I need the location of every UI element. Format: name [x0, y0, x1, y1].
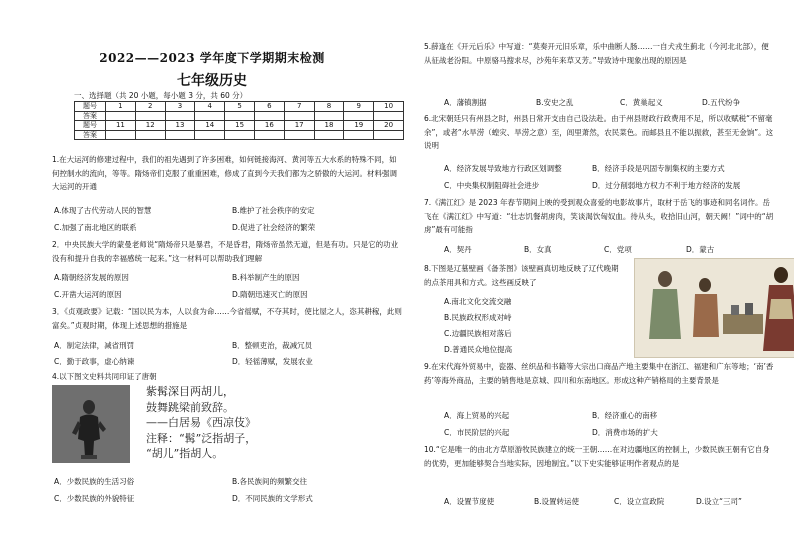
q3-option-c[interactable]: C．勤于政事，虚心纳谏	[54, 357, 135, 366]
answer-cell[interactable]	[254, 130, 284, 140]
q6-option-a[interactable]: A．经济发展导致地方行政区划调整	[444, 164, 562, 173]
q9-option-a[interactable]: A．海上贸易的兴起	[444, 411, 510, 420]
question-10: 10.“它是唯一的由北方草原游牧民族建立的统一王朝……在对边疆地区的控制上，少数民族王朝有它自身的优势，更加能够契合当地实际，因地制宜。”以下史实能够证明作者观点的是	[424, 445, 770, 468]
grid-cell: 1	[106, 102, 136, 112]
grid-cell: 16	[254, 121, 284, 131]
subject-title: 七年级历史	[177, 73, 247, 89]
poem-line: ——白居易《西凉伎》	[146, 416, 256, 429]
answer-cell[interactable]	[195, 111, 225, 121]
q5-option-d[interactable]: D.五代纷争	[702, 98, 741, 107]
table-row	[75, 121, 404, 131]
q2-option-d[interactable]: D.隋朝迅速灭亡的原因	[232, 290, 308, 299]
q5-option-a[interactable]: A．藩镇割据	[444, 98, 487, 107]
answer-cell[interactable]	[374, 130, 404, 140]
section-heading: 一、选择题（共 20 小题，每小题 3 分，共 60 分）	[74, 91, 248, 100]
question-5: 5.薛逢在《开元后乐》中写道：“莫奏开元旧乐章，乐中曲断人肠……一自犬戎生蓟北（今河北北部），便从征战老汾阳。中原骆马搜求尽，沙苑年来草又芳。”导致诗中现象出现的原因是	[424, 42, 769, 65]
answer-cell[interactable]	[195, 130, 225, 140]
question-3: 3．《贞观政要》记载：“国以民为本，人以食为命……今省徭赋，不夺其时，使比屋之人，恣其耕稼，此则富矣。”贞观时期，体现上述思想的措施是	[52, 307, 402, 330]
exam-title: 2022——2023 学年度下学期期末检测	[99, 51, 325, 65]
q8-option-c[interactable]: C.边疆民族相对落后	[444, 329, 512, 338]
table-row	[75, 111, 404, 121]
grid-cell: 20	[374, 121, 404, 131]
q6-option-d[interactable]: D．过分削弱地方权力不利于地方经济的发展	[592, 181, 741, 190]
q5-option-b[interactable]: B.安史之乱	[536, 98, 574, 107]
q4-option-a[interactable]: A．少数民族的生活习俗	[54, 477, 135, 486]
q6-option-b[interactable]: B．经济手段是巩固专制集权的主要方式	[592, 164, 725, 173]
answer-cell[interactable]	[284, 111, 314, 121]
q9-option-c[interactable]: C．市民阶层的兴起	[444, 428, 510, 437]
answer-cell[interactable]	[165, 130, 195, 140]
answer-cell[interactable]	[284, 130, 314, 140]
q2-option-b[interactable]: B.科举制产生的原因	[232, 273, 300, 282]
table-row	[75, 102, 404, 112]
q8-option-a[interactable]: A.南北文化交流交融	[444, 297, 512, 306]
answer-cell[interactable]	[165, 111, 195, 121]
question-7: 7.《满江红》是 2023 年春节期间上映的受到观众喜爱的电影故事片，取材于岳飞的事迹和同名词作。岳飞在《满江红》中写道：“壮志饥餐胡虏肉，笑谈渴饮匈奴血。待从头，收拾旧山河，朝天阙！”词中的“胡虏”最有可能指	[424, 198, 774, 235]
q7-option-b[interactable]: B．女真	[524, 245, 552, 254]
answer-cell[interactable]	[344, 111, 374, 121]
q1-option-d[interactable]: D.促进了社会经济的繁荣	[232, 223, 316, 232]
liao-tea-mural	[634, 258, 794, 358]
answer-grid	[74, 101, 404, 140]
q6-option-c[interactable]: C．中央集权制阻碍社会进步	[444, 181, 540, 190]
grid-cell: 8	[314, 102, 344, 112]
poem-line: 紫髯深目两胡儿，	[146, 385, 234, 398]
grid-cell: 10	[374, 102, 404, 112]
question-1: 1.在大运河的修建过程中，我们的祖先遇到了许多困难，如何链接海河、黄河等五大水系的特殊不同，如何控制水的流向，等等。隋炀帝们克服了重重困难，修成了直到今天我们都为之骄傲的大运河。材料强调大运河的开通	[52, 155, 397, 192]
grid-label: 题号	[75, 121, 106, 131]
grid-cell: 15	[225, 121, 255, 131]
answer-cell[interactable]	[135, 130, 165, 140]
left-column	[22, 0, 402, 560]
answer-cell[interactable]	[344, 130, 374, 140]
q7-option-d[interactable]: D．蒙古	[686, 245, 715, 254]
q4-option-b[interactable]: B.各民族间的频繁交往	[232, 477, 308, 486]
grid-cell: 5	[225, 102, 255, 112]
poem-line: 注释：“髯”泛指胡子，	[146, 431, 257, 445]
answer-cell[interactable]	[314, 111, 344, 121]
question-4: 4.以下图文史料共同印证了唐朝	[52, 372, 157, 381]
q7-option-c[interactable]: C．党项	[604, 245, 632, 254]
q4-option-d[interactable]: D．不同民族的文学形式	[232, 494, 313, 503]
q3-option-d[interactable]: D．轻徭薄赋，发展农业	[232, 357, 313, 366]
grid-cell: 4	[195, 102, 225, 112]
grid-label: 题号	[75, 102, 106, 112]
q8-option-b[interactable]: B.民族政权形成对峙	[444, 313, 512, 322]
grid-cell: 11	[106, 121, 136, 131]
q10-option-a[interactable]: A．设置节度使	[444, 497, 495, 506]
q9-option-d[interactable]: D．消费市场的扩大	[592, 428, 658, 437]
hu-figurine-photo	[52, 385, 130, 463]
answer-cell[interactable]	[225, 111, 255, 121]
grid-cell: 2	[135, 102, 165, 112]
grid-cell: 6	[254, 102, 284, 112]
poem-line: 鼓舞跳梁前致辞。	[146, 400, 234, 414]
mural-figures-icon	[635, 259, 794, 357]
q8-option-d[interactable]: D.普通民众地位提高	[444, 345, 513, 354]
q9-option-b[interactable]: B．经济重心的南移	[592, 411, 658, 420]
answer-cell[interactable]	[314, 130, 344, 140]
q1-option-a[interactable]: A.体现了古代劳动人民的智慧	[54, 206, 152, 215]
figurine-icon	[72, 399, 106, 459]
grid-cell: 7	[284, 102, 314, 112]
q1-option-b[interactable]: B.维护了社会秩序的安定	[232, 206, 315, 215]
grid-cell: 14	[195, 121, 225, 131]
q3-option-b[interactable]: B．整顿吏治，裁减冗员	[232, 341, 313, 350]
question-6: 6.北宋朝廷只有州县之时，州县日常开支由自己设法赴。由于州县财政行政费用不足，所以收赋税“不留毫余”，或者“水旱涝（蝗灾、旱涝之意）至，闾里萧然，农民菜色。而邮县且不能以振救，甚至无金饷”。这说明	[424, 114, 774, 151]
grid-cell: 3	[165, 102, 195, 112]
right-column	[424, 0, 794, 560]
answer-cell[interactable]	[135, 111, 165, 121]
q7-option-a[interactable]: A．契丹	[444, 245, 472, 254]
q2-option-c[interactable]: C.开凿大运河的原因	[54, 290, 122, 299]
q2-option-a[interactable]: A.隋朝经济发展的原因	[54, 273, 129, 282]
question-9: 9.在宋代海外贸易中，瓷器、丝织品和书籍等大宗出口商品产地主要集中在浙江、福建和广东等地；‘南’香药’等海外商品，主要的销售地是京城、四川和东南地区。形成这种产销格局的主要背景是	[424, 362, 774, 385]
q10-option-b[interactable]: B.设置转运使	[534, 497, 580, 506]
answer-cell[interactable]	[254, 111, 284, 121]
poem-block	[146, 384, 256, 462]
answer-cell[interactable]	[106, 111, 136, 121]
answer-cell[interactable]	[225, 130, 255, 140]
q5-option-c[interactable]: C．黄巢起义	[620, 98, 663, 107]
q10-option-d[interactable]: D.设立“三司”	[696, 497, 742, 506]
question-8: 8.下图是辽墓壁画《备茶图》该壁画真切地反映了辽代晚期的点茶用具和方式。这些画反映了	[424, 264, 619, 287]
grid-cell: 13	[165, 121, 195, 131]
poem-line: “胡儿”指胡人。	[146, 447, 224, 460]
grid-label: 答案	[75, 111, 106, 121]
answer-cell[interactable]	[106, 130, 136, 140]
grid-cell: 17	[284, 121, 314, 131]
grid-cell: 18	[314, 121, 344, 131]
grid-label: 答案	[75, 130, 106, 140]
q10-option-c[interactable]: C．设立宣政院	[614, 497, 665, 506]
q4-option-c[interactable]: C．少数民族的外貌特征	[54, 494, 135, 503]
table-row	[75, 130, 404, 140]
q1-option-c[interactable]: C.加强了南北地区的联系	[54, 223, 137, 232]
answer-cell[interactable]	[374, 111, 404, 121]
grid-cell: 12	[135, 121, 165, 131]
grid-cell: 9	[344, 102, 374, 112]
grid-cell: 19	[344, 121, 374, 131]
q3-option-a[interactable]: A．制定法律，减省刑罚	[54, 341, 135, 350]
question-2: 2．中央民族大学的蒙曼老师说“隋炀帝只是暴君，不是昏君，隋炀帝虽然无道，但是有功。只是它的功业没有和提升自我的幸福感统一起来。”这一材料可以帮助我们理解	[52, 240, 399, 263]
